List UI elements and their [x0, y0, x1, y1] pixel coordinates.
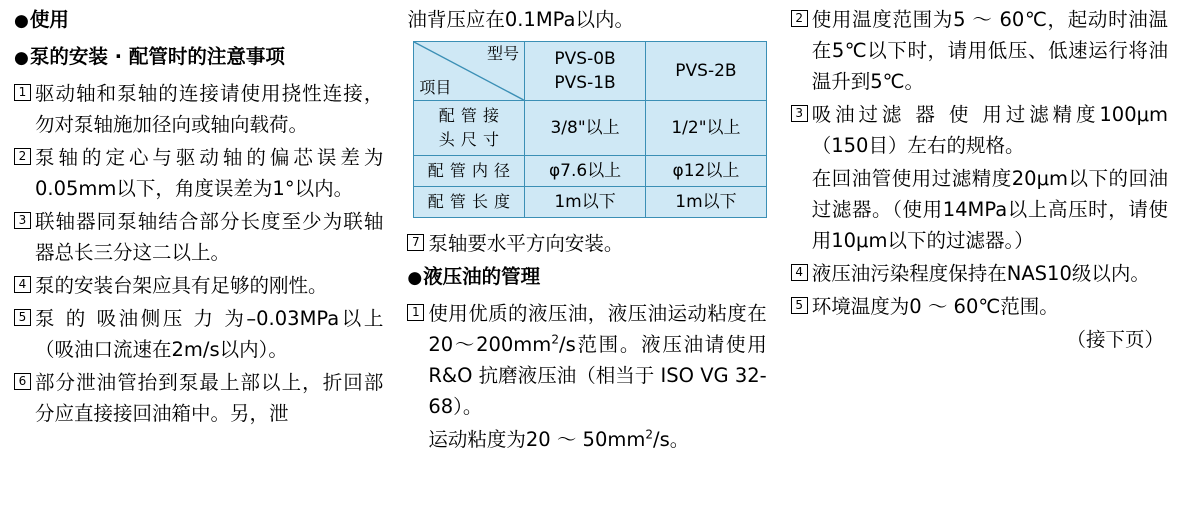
list-item-text: 联轴器同泵轴结合部分长度至少为联轴器总长三分这二以上。	[35, 210, 384, 264]
list-marker	[791, 291, 812, 322]
table-cell: φ12以上	[646, 156, 767, 187]
heading-pump-install-text	[14, 45, 285, 68]
bullet-heading-label: 使用	[29, 8, 69, 31]
list-item-text-part1: 使用优质的液压油，液压油运动粘度在20～200mm	[428, 302, 767, 356]
boxed-number-icon: 4	[791, 264, 808, 281]
list-item	[791, 291, 1168, 322]
list-item	[791, 258, 1168, 289]
table-corner-cell	[414, 42, 525, 101]
list-marker	[407, 228, 428, 259]
boxed-number-icon: 1	[407, 304, 424, 321]
table-row-label-line2: 头 尺 寸	[438, 130, 500, 149]
table-row	[414, 187, 766, 218]
boxed-number-icon: 7	[407, 234, 424, 251]
list-marker	[14, 367, 35, 398]
heading-oil-management-text	[407, 265, 540, 288]
heading-usage	[14, 4, 383, 37]
viscosity-note-part1: 运动粘度为20 ～ 50mm	[428, 428, 646, 451]
list-item	[14, 303, 383, 365]
heading-pump-install	[14, 41, 383, 74]
list-marker	[14, 270, 35, 301]
boxed-number-icon: 4	[14, 276, 31, 293]
spec-table	[413, 41, 766, 218]
boxed-number-icon: 5	[791, 297, 808, 314]
list-item-text: 泵轴的定心与驱动轴的偏芯误差为0.05mm以下，角度误差为1°以内。	[35, 146, 384, 200]
viscosity-note-part2: /s。	[653, 428, 690, 451]
table-cell: φ7.6以上	[524, 156, 645, 187]
boxed-number-icon: 2	[791, 10, 808, 27]
list-item-text: 泵轴要水平方向安装。	[428, 232, 624, 255]
boxed-number-icon: 6	[14, 373, 31, 390]
heading-oil-management	[407, 261, 766, 294]
table-cell: 1m以下	[646, 187, 767, 218]
table-row-label: 配 管 长 度	[414, 187, 525, 218]
list-item-text: 部分泄油管抬到泵最上部以上，折回部分应直接接回油箱中。另，泄	[35, 371, 384, 425]
viscosity-note	[407, 424, 766, 455]
list-marker	[791, 99, 812, 130]
list-item	[14, 270, 383, 301]
boxed-number-icon: 3	[14, 212, 31, 229]
list-item-text: 吸油过滤 器 使 用过滤精度100μm（150目）左右的规格。	[811, 103, 1168, 157]
return-filter-note: 在回油管使用过滤精度20μm以下的回油过滤器。（使用14MPa以上高压时，请使用10μm以下的过滤器。）	[811, 167, 1168, 252]
list-item	[14, 78, 383, 140]
superscript-exponent: 2	[645, 427, 654, 442]
list-item-text: 驱动轴和泵轴的连接请使用挠性连接，勿对泵轴施加径向或轴向载荷。	[35, 82, 384, 136]
table-cell: 1/2"以上	[646, 101, 767, 156]
table-row-label-line1: 配 管 接	[438, 106, 500, 125]
list-marker	[14, 303, 35, 334]
list-item-text: 泵 的 吸油侧压 力 为–0.03MPa以上（吸油口流速在2m/s以内）。	[35, 307, 384, 361]
superscript-exponent: 2	[551, 332, 559, 347]
table-column-header-1	[524, 42, 645, 101]
list-item-text: 液压油污染程度保持在NAS10级以内。	[811, 262, 1150, 285]
table-row	[414, 101, 766, 156]
column-middle	[393, 4, 776, 457]
list-marker	[14, 206, 35, 237]
heading-usage-text	[14, 8, 69, 31]
list-marker	[791, 4, 812, 35]
list-item	[14, 206, 383, 268]
boxed-number-icon: 1	[14, 84, 31, 101]
boxed-number-icon: 2	[14, 148, 31, 165]
list-item-text-part2: /s范围。液压油请使用 R&O 抗磨液压油（相当于 ISO VG 32-68）。	[428, 333, 767, 418]
boxed-number-icon: 3	[791, 105, 808, 122]
bullet-heading-label: 泵的安装 · 配管时的注意事项	[29, 45, 285, 68]
list-marker	[791, 258, 812, 289]
table-row-label	[414, 101, 525, 156]
table-column-header-2-line1: PVS-2B	[675, 61, 737, 81]
spec-table-wrapper	[413, 41, 766, 218]
list-item	[14, 367, 383, 429]
column-left	[6, 4, 393, 431]
table-cell: 1m以下	[524, 187, 645, 218]
list-marker	[14, 78, 35, 109]
list-item	[791, 4, 1168, 97]
list-item-text: 环境温度为0 ～ 60℃范围。	[811, 295, 1059, 318]
list-marker	[14, 142, 35, 173]
list-item	[14, 142, 383, 204]
table-column-header-1-line1: PVS-0B	[554, 49, 616, 69]
bullet-dot-icon: ●	[407, 268, 423, 288]
table-row-label: 配 管 内 径	[414, 156, 525, 187]
table-row	[414, 156, 766, 187]
list-item-text: 泵的安装台架应具有足够的刚性。	[35, 274, 328, 297]
boxed-number-icon: 5	[14, 309, 31, 326]
column-right	[777, 4, 1172, 355]
bullet-dot-icon: ●	[14, 48, 29, 68]
table-column-header-2	[646, 42, 767, 101]
list-item	[791, 99, 1168, 161]
table-header-item-label: 项目	[419, 78, 452, 97]
list-item	[407, 228, 766, 259]
list-item-text	[428, 298, 766, 422]
continuation-text: 油背压应在0.1MPa以内。	[407, 8, 634, 31]
table-header-row	[414, 42, 766, 101]
list-item-text: 使用温度范围为5 ～ 60℃，起动时油温在5℃以下时，请用低压、低速运行将油温升到5℃。	[811, 8, 1168, 93]
table-header-model-label: 型号	[486, 44, 519, 63]
table-column-header-1-line2: PVS-1B	[554, 73, 616, 93]
table-cell: 3/8"以上	[524, 101, 645, 156]
list-item	[407, 298, 766, 422]
continued-next-page-note: （接下页）	[1066, 328, 1164, 351]
bullet-heading-label: 液压油的管理	[423, 265, 541, 288]
bullet-dot-icon: ●	[14, 11, 29, 31]
list-marker	[407, 298, 428, 329]
